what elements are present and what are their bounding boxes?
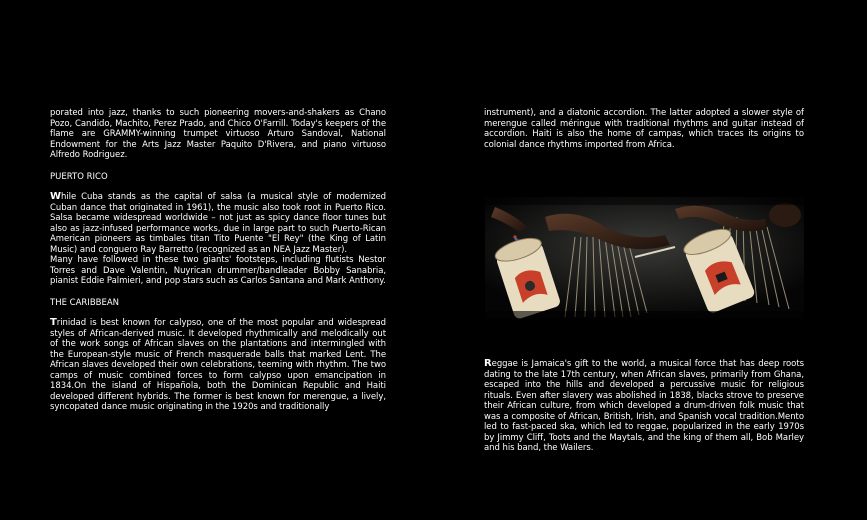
- heading-puerto-rico: PUERTO RICO: [50, 171, 108, 182]
- puerto-rico-text: hile Cuba stands as the capital of salsa (a musical style of modernized Cuban dance that originated in 1961), the music also took root in Puerto Rico. Salsa became widespread worldwide – not just as spicy dance floor tunes but also as jazz-infused performance works, due in large part to such Puerto-Rican American pioneers as timbales titan Tito Puente "El Rey" (the King of Latin Music) and conguero Ray Barretto (recognized as an NEA Jazz Master).: [50, 192, 386, 255]
- reggae-text: eggae is Jamaica's gift to the world, a musical force that has deep roots dating to the late 17th century, when African slaves, primarily from Ghana, escaped into the hills and developed a percussive music for religious rituals. Even after slavery was abolished in 1838, blacks strove to preserve their African culture, from which developed a drum-driven folk music that was a composite of African, British, Irish, and Spanish vocal tradition.Mento led to fast-paced ska, which led to reggae, popularized in the early 1970s by Jimmy Cliff, Toots and the Maytals, and the king of them all, Bob Marley and his band, the Wailers.: [484, 359, 804, 453]
- heading-caribbean: THE CARIBBEAN: [50, 297, 120, 308]
- caribbean-text: rinidad is best known for calypso, one of the most popular and widespread styles of African-derived music. It developed rhythmically and melodically out of the work songs of African slaves on the plantations and intermingled with the European-style music of French masquerade balls that marked Lent. The African slaves developed their own celebrations, teeming with rhythm. The two camps of music combined forces to form calypso upon emancipation in 1834.On the island of Hispañola, both the Dominican Republic and Haiti developed different hybrids. The former is best known for merengue, a lively, syncopated dance music originating in the 1920s and traditionally: [50, 318, 386, 412]
- right-column-bottom: [484, 359, 804, 454]
- drop-cap-w: W: [50, 191, 61, 202]
- intro-paragraph: porated into jazz, thanks to such pioneering movers-and-shakers as Chano Pozo, Candido, Machito, Perez Prado, and Chico O'Farrill. Today's keepers of the flame are GRAMMY-winning trumpet virtuoso Arturo Sandoval, National Endowment for the Arts Jazz Master Paquito D'Rivera, and piano virtuoso Alfredo Rodriguez.: [50, 108, 386, 160]
- right-column-top: [484, 108, 804, 150]
- drop-cap-r: R: [484, 358, 492, 369]
- drummers-photo: [485, 197, 804, 319]
- continued-paragraph: instrument), and a diatonic accordion. The latter adopted a slower style of merengue called méringue with traditional rhythms and guitar instead of accordion. Haiti is also the home of campas, which traces its origins to colonial dance rhythms imported from Africa.: [484, 108, 804, 150]
- puerto-rico-followers-paragraph: Many have followed in these two giants' footsteps, including flutists Nestor Torres and Dave Valentin, Nuyrican drummer/bandleader Bobby Sanabria, pianist Eddie Palmieri, and pop stars such as Carlos Santana and Mark Anthony.: [50, 255, 386, 286]
- drop-cap-t: T: [50, 317, 57, 328]
- caribbean-paragraph: [50, 318, 386, 413]
- left-column: [50, 108, 386, 413]
- reggae-paragraph: [484, 359, 804, 454]
- puerto-rico-paragraph: [50, 192, 386, 255]
- drummers-illustration: [485, 197, 804, 319]
